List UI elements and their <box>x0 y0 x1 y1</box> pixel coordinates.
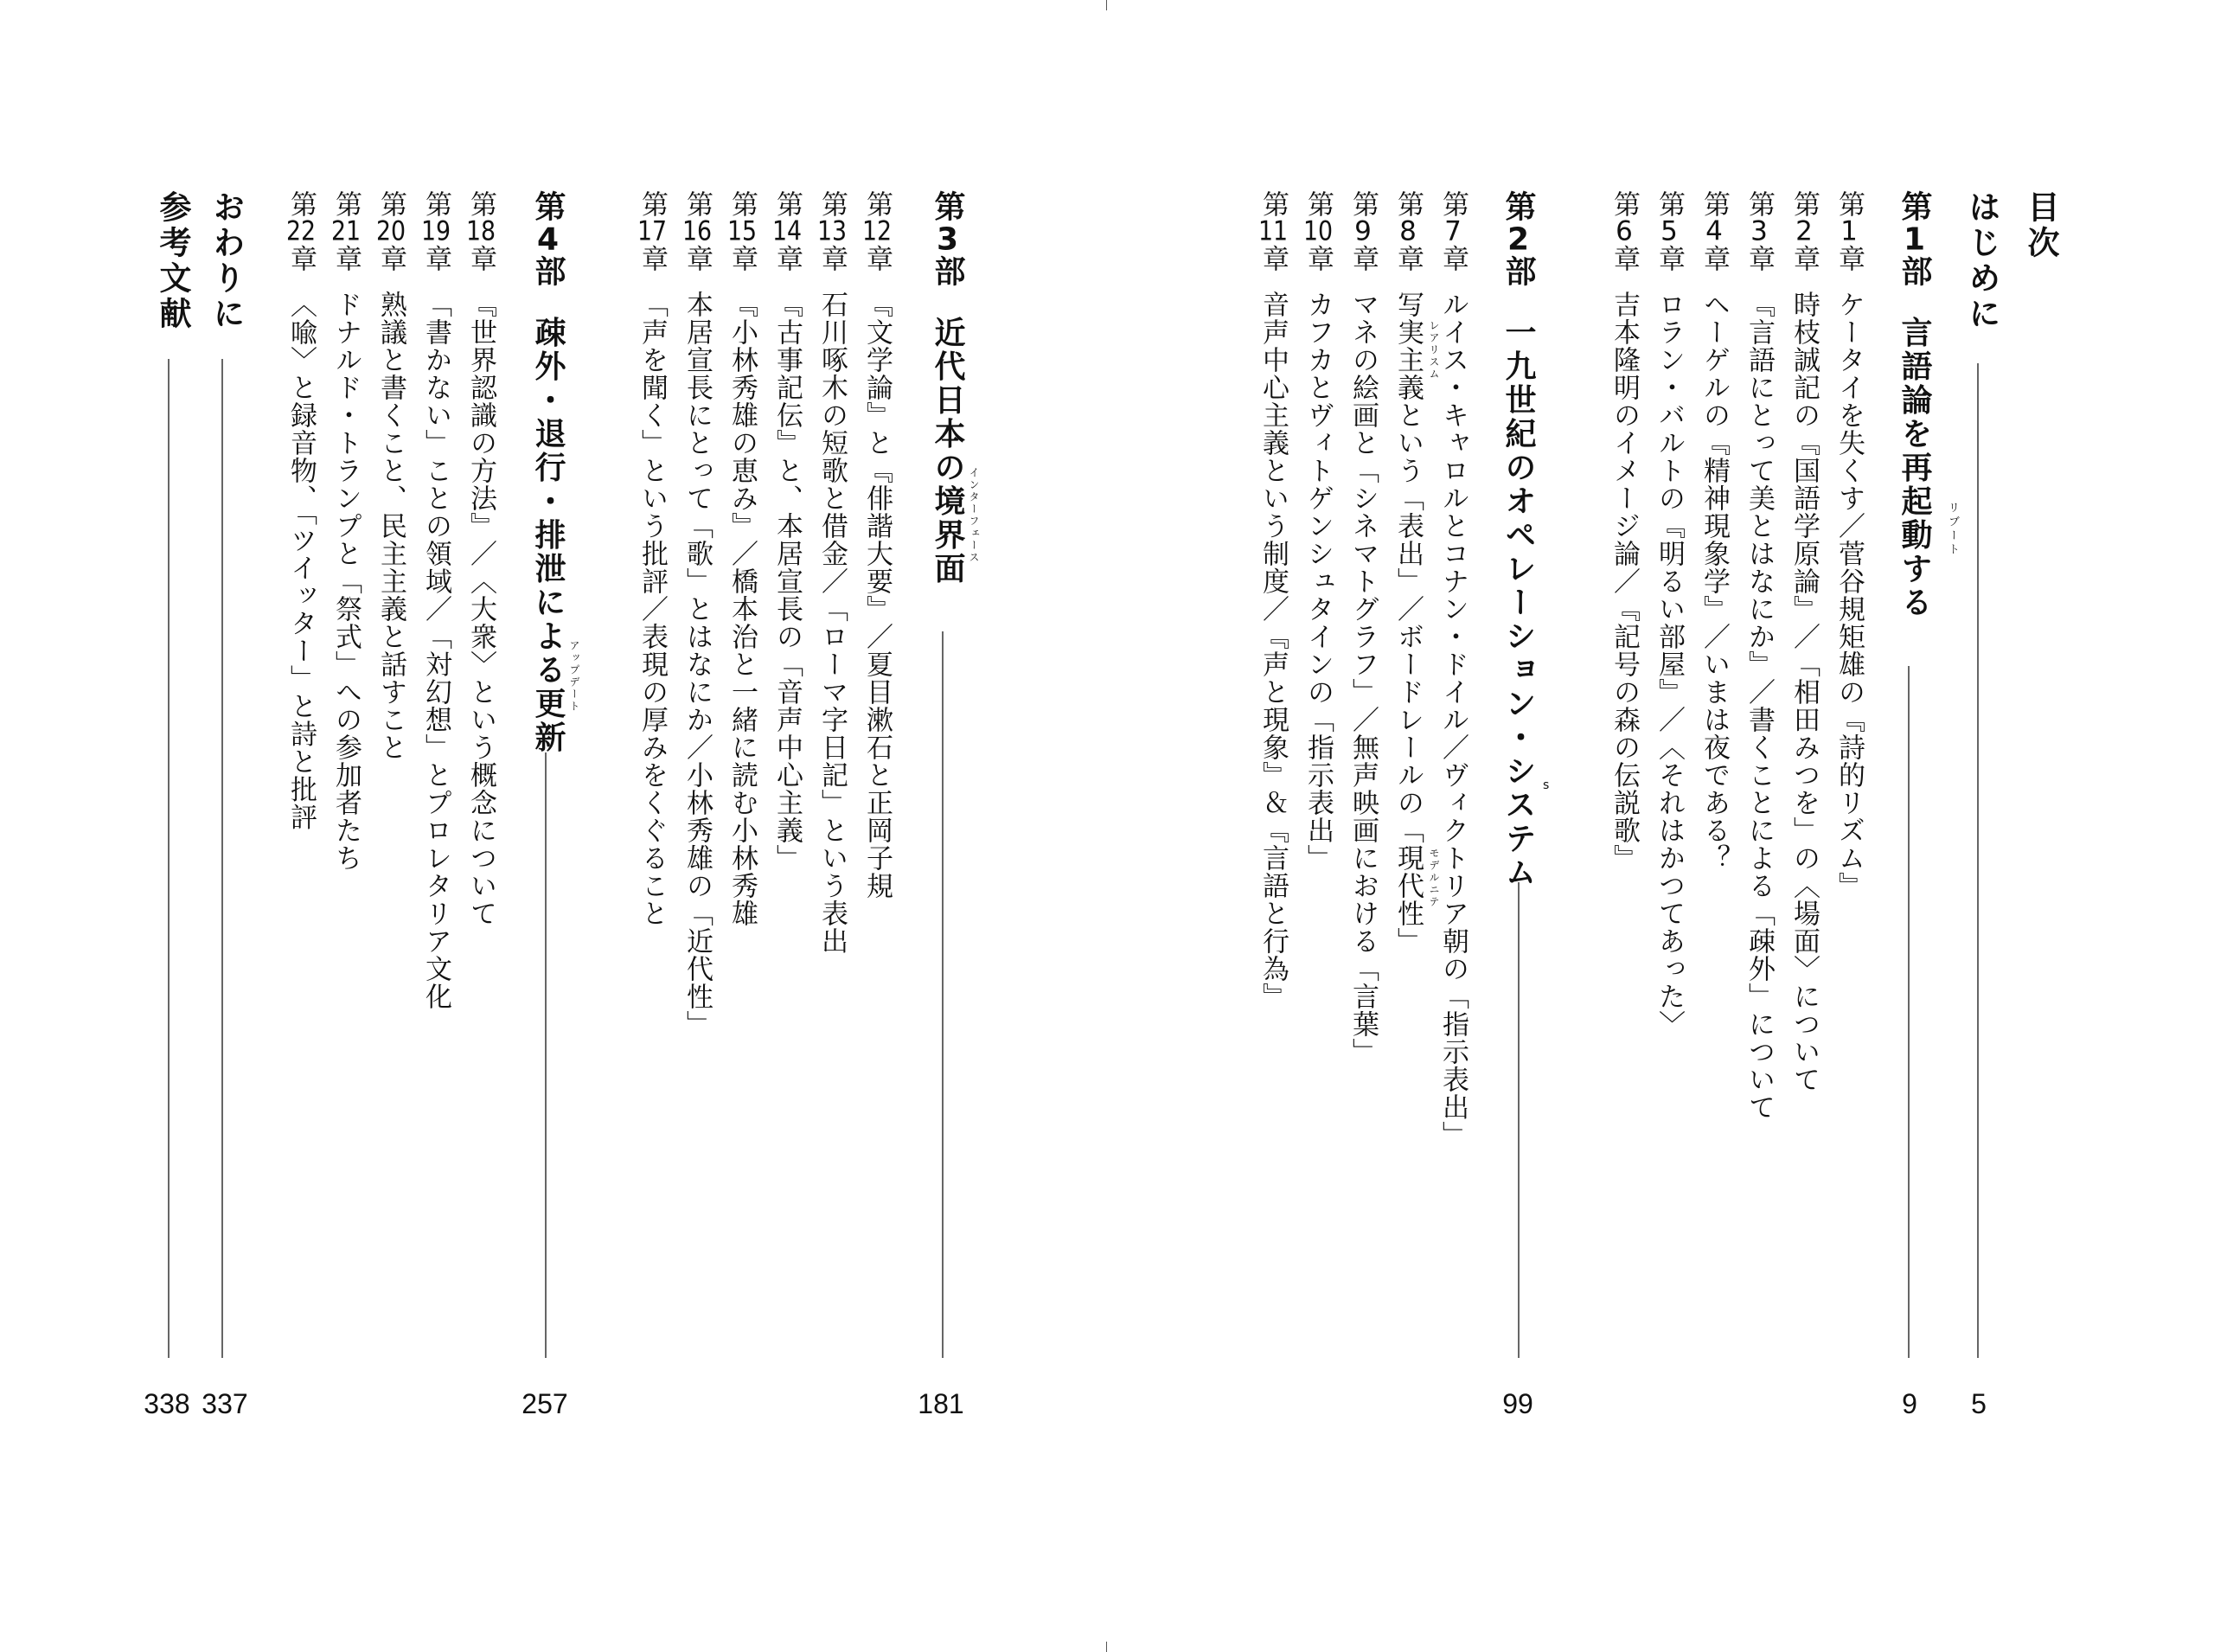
part-ruby: s <box>1543 778 1550 792</box>
chapter-number: 第6章 <box>1609 190 1640 272</box>
chapter-title: 『小林秀雄の恵み』／橋本治と一緒に読む小林秀雄 <box>726 291 758 927</box>
chapter-entry[interactable] <box>1650 190 1689 1401</box>
chapter-entry[interactable] <box>723 190 762 1401</box>
part-heading[interactable] <box>925 190 969 1401</box>
crop-mark-bottom <box>1106 1642 1107 1652</box>
chapter-number: 第11章 <box>1257 190 1289 272</box>
chapter-number: 第21章 <box>330 190 362 272</box>
chapter-number: 第19章 <box>420 190 451 272</box>
chapter-entry[interactable] <box>462 190 501 1401</box>
part-title: 疎外・退行・排泄による更新 <box>530 316 566 755</box>
chapter-number: 第8章 <box>1392 190 1424 272</box>
chapter-title: 時枝誠記の『国語学原論』／「相田みつを」の〈場面〉について <box>1788 291 1820 1093</box>
chapter-entry[interactable] <box>1344 190 1383 1401</box>
chapter-number: 第17章 <box>637 190 668 272</box>
page-number: 5 <box>1971 1388 1987 1419</box>
part-ruby: リブート <box>1946 502 1959 557</box>
part-heading[interactable] <box>1892 190 1936 1401</box>
chapter-number: 第5章 <box>1654 190 1685 272</box>
page-number: 338 <box>144 1388 190 1419</box>
chapter-number: 第7章 <box>1437 190 1469 272</box>
chapter-number: 第14章 <box>771 190 803 272</box>
chapter-entry[interactable] <box>1740 190 1779 1401</box>
intro-label: はじめに <box>1963 190 2000 332</box>
chapter-title: マネの絵画と「シネマトグラフ」／無声映画における「言葉」 <box>1347 291 1379 1066</box>
chapter-title: 吉本隆明のイメージ論／『記号の森の伝説歌』 <box>1609 291 1640 872</box>
chapter-number: 第16章 <box>681 190 713 272</box>
chapter-title: 〈喩〉と録音物、「ツイッター」と詩と批評 <box>285 291 317 831</box>
chapter-entry[interactable] <box>1254 190 1293 1401</box>
chapter-title: ケータイを失くす／菅谷規矩雄の『詩的リズム』 <box>1833 291 1865 900</box>
page-number: 9 <box>1902 1388 1917 1419</box>
chapter-entry[interactable] <box>1299 190 1338 1401</box>
chapter-ruby: モデルニテ <box>1428 848 1440 908</box>
chapter-number: 第18章 <box>465 190 496 272</box>
chapter-number: 第22章 <box>285 190 317 272</box>
chapter-title: 「書かない」ことの領域／「対幻想」とプロレタリア文化 <box>420 291 451 1010</box>
chapter-title: 『古事記伝』と、本居宣長の「音声中心主義」 <box>771 291 803 872</box>
chapter-title: ドナルド・トランプと「祭式」への参加者たち <box>330 291 362 872</box>
outro-entry[interactable] <box>202 190 249 1401</box>
chapter-ruby: レアリスム <box>1428 320 1440 381</box>
page-number: 257 <box>522 1388 568 1419</box>
intro-entry[interactable] <box>1958 190 2005 1401</box>
chapter-title: 「声を聞く」という批評／表現の厚みをくぐること <box>637 291 668 927</box>
chapter-entry[interactable] <box>633 190 672 1401</box>
chapter-title: カフカとヴィトゲンシュタインの「指示表出」 <box>1302 291 1334 872</box>
leader-line <box>545 752 547 1358</box>
chapter-entry[interactable] <box>327 190 366 1401</box>
leader-line <box>942 631 944 1358</box>
part-title: 言語論を再起動する <box>1897 316 1932 620</box>
references-entry[interactable] <box>149 190 195 1401</box>
chapter-number: 第4章 <box>1699 190 1730 272</box>
chapter-title: 音声中心主義という制度／『声と現象』＆『言語と行為』 <box>1257 291 1289 1010</box>
chapter-entry[interactable] <box>1830 190 1869 1401</box>
chapter-entry[interactable] <box>678 190 717 1401</box>
page-number: 99 <box>1502 1388 1533 1419</box>
chapter-entry[interactable] <box>858 190 897 1401</box>
leader-line <box>1908 666 1910 1358</box>
chapter-title: ヘーゲルの『精神現象学』／いまは夜である？ <box>1699 291 1730 872</box>
chapter-title: 熟議と書くこと、民主主義と話すこと <box>375 291 406 761</box>
chapter-entry[interactable] <box>768 190 807 1401</box>
chapter-number: 第13章 <box>816 190 848 272</box>
toc-title <box>2017 190 2064 1401</box>
chapter-entry[interactable] <box>813 190 852 1401</box>
chapter-number: 第3章 <box>1744 190 1775 272</box>
chapter-title: 『文学論』と『俳諧大要』／夏目漱石と正岡子規 <box>861 291 893 900</box>
chapter-title: ルイス・キャロルとコナン・ドイル／ヴィクトリア朝の「指示表出」 <box>1437 291 1469 1149</box>
chapter-entry[interactable] <box>1389 190 1428 1401</box>
chapter-title: 『世界認識の方法』／〈大衆〉という概念について <box>465 291 496 927</box>
part-number: 第3部 <box>930 190 965 289</box>
part-ruby: アップデート <box>568 640 580 713</box>
chapter-title: 本居宣長にとって「歌」とはなにか／小林秀雄の「近代性」 <box>681 291 713 1038</box>
chapter-title: ロラン・バルトの『明るい部屋』／〈それはかつてあった〉 <box>1654 291 1685 1038</box>
references-label: 参考文献 <box>154 190 191 332</box>
chapter-entry[interactable] <box>1605 190 1644 1401</box>
part-number: 第2部 <box>1501 190 1536 289</box>
page-number: 337 <box>202 1388 248 1419</box>
part-number: 第1部 <box>1897 190 1932 289</box>
chapter-number: 第9章 <box>1347 190 1379 272</box>
chapter-title: 石川啄木の短歌と借金／「ローマ字日記」という表出 <box>816 291 848 955</box>
chapter-title: 写実主義という「表出」／ボードレールの「現代性」 <box>1392 291 1424 955</box>
leader-line <box>1518 882 1520 1358</box>
toc-title-text: 目次 <box>2022 190 2059 261</box>
chapter-title: 『言語にとって美とはなにか』／書くことによる「疎外」について <box>1744 291 1775 1121</box>
part-heading[interactable] <box>526 190 570 1401</box>
leader-line <box>1977 363 1979 1358</box>
chapter-number: 第10章 <box>1302 190 1334 272</box>
leader-line <box>221 359 223 1358</box>
part-ruby: インターフェース <box>968 467 980 564</box>
chapter-entry[interactable] <box>417 190 456 1401</box>
chapter-number: 第1章 <box>1833 190 1865 272</box>
chapter-entry[interactable] <box>1785 190 1824 1401</box>
leader-line <box>168 359 170 1358</box>
crop-mark-top <box>1106 0 1107 10</box>
chapter-entry[interactable] <box>282 190 321 1401</box>
chapter-number: 第20章 <box>375 190 406 272</box>
chapter-number: 第15章 <box>726 190 758 272</box>
chapter-number: 第2章 <box>1788 190 1820 272</box>
chapter-entry[interactable] <box>1695 190 1734 1401</box>
part-number: 第4部 <box>530 190 566 289</box>
part-title: 近代日本の境界面 <box>930 316 965 586</box>
chapter-number: 第12章 <box>861 190 893 272</box>
part-title: 一九世紀のオペレーション・システム <box>1501 316 1536 890</box>
page-number: 181 <box>918 1388 964 1419</box>
outro-label: おわりに <box>208 190 245 332</box>
chapter-entry[interactable] <box>372 190 411 1401</box>
